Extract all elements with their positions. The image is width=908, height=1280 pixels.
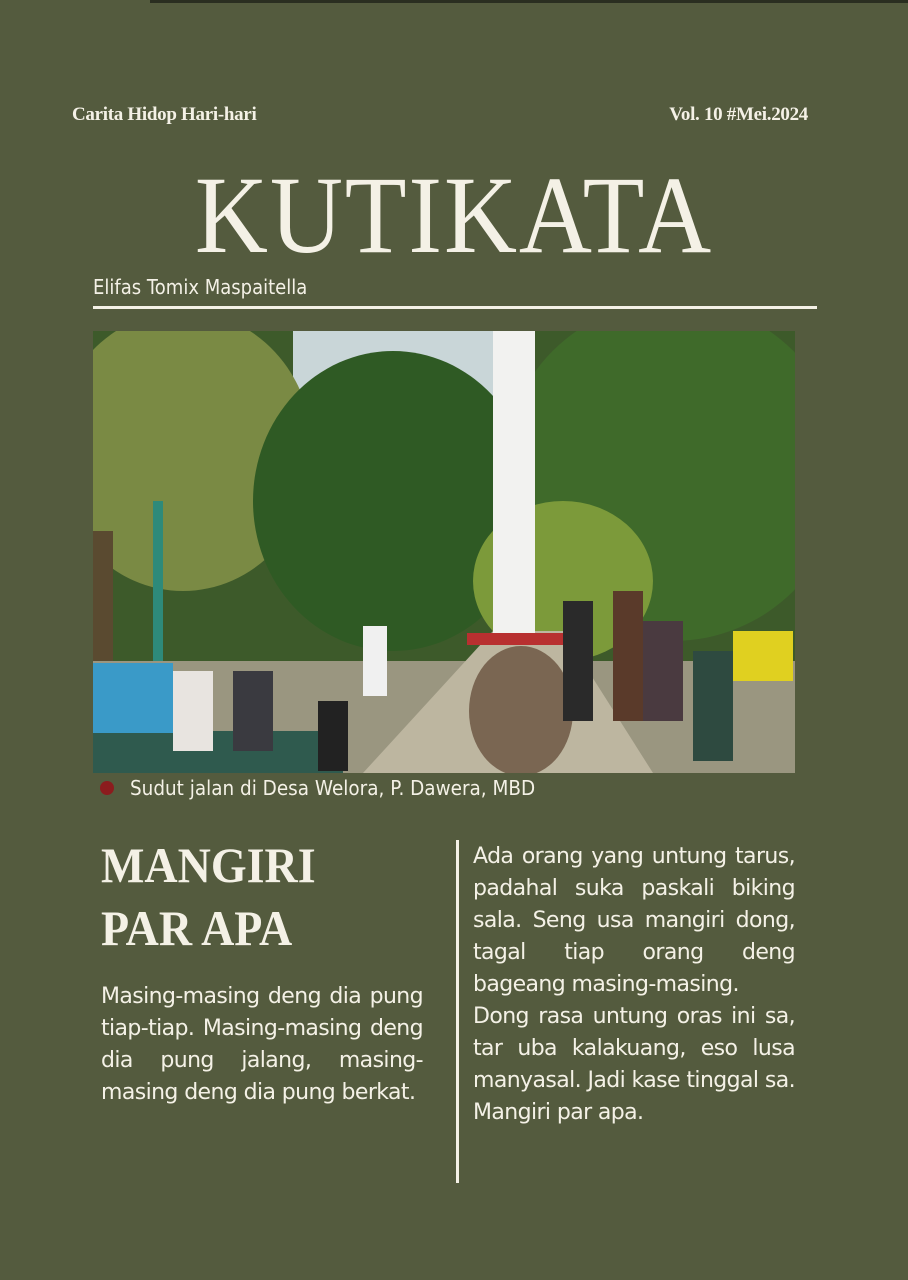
column-divider	[456, 840, 459, 1183]
header-rule	[93, 306, 817, 309]
article-headline	[101, 834, 316, 960]
author-name: Elifas Tomix Maspaitella	[93, 275, 308, 299]
paragraph-2: Dong rasa untung oras ini sa, tar uba kalakuang, eso lusa manyasal. Jadi kase tinggal sa. Mangiri par apa.	[473, 1004, 795, 1125]
caption-text: Sudut jalan di Desa Welora, P. Dawera, MBD	[130, 776, 536, 800]
headline-line-1: MANGIRI	[101, 837, 316, 893]
article-lead: Masing-masing deng dia pung tiap-tiap. Masing-masing deng dia pung jalang, masing-masing deng dia pung berkat.	[101, 984, 423, 1105]
issue-label: Vol. 10 #Mei.2024	[669, 104, 808, 125]
masthead: KUTIKATA	[194, 154, 714, 276]
cover-photo	[93, 331, 795, 773]
series-title: Carita Hidop Hari-hari	[72, 104, 257, 125]
photo-caption	[100, 776, 570, 800]
paragraph-1: Ada orang yang untung tarus, padahal suka paskali biking sala. Seng usa mangiri dong, tagal tiap orang deng bageang masing-masing.	[473, 844, 795, 997]
top-border	[150, 0, 908, 3]
headline-line-2: PAR APA	[101, 900, 293, 956]
article-body	[473, 841, 795, 1129]
bullet-icon	[100, 781, 114, 795]
